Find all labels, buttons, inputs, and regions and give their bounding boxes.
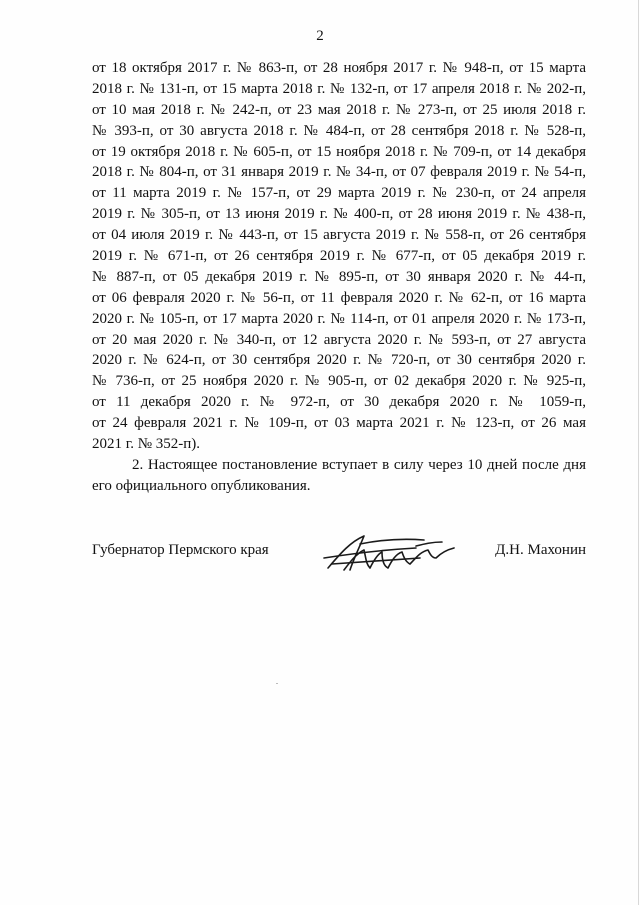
text-line: 2018 г. № 804-п, от 31 января 2019 г. № 34-п, от 07 февраля 2019 г. № 54-п, <box>92 164 586 181</box>
text-line: от 19 октября 2018 г. № 605-п, от 15 ноября 2018 г. № 709-п, от 14 декабря <box>92 143 586 160</box>
text-line: его официального опубликования. <box>92 477 311 494</box>
paragraph-amendments-list <box>92 58 586 455</box>
text-line: 2020 г. № 105-п, от 17 марта 2020 г. № 114-п, от 01 апреля 2020 г. № 173-п, <box>92 310 586 327</box>
text-line: 2019 г. № 671-п, от 26 сентября 2019 г. № 677-п, от 05 декабря 2019 г. <box>92 248 586 265</box>
text-line: от 18 октября 2017 г. № 863-п, от 28 ноября 2017 г. № 948-п, от 15 марта <box>92 60 586 76</box>
scan-speck <box>276 683 278 684</box>
page-edge <box>638 0 639 905</box>
text-line: 2019 г. № 305-п, от 13 июня 2019 г. № 400-п, от 28 июня 2019 г. № 438-п, <box>92 206 586 223</box>
text-line: № 393-п, от 30 августа 2018 г. № 484-п, от 28 сентября 2018 г. № 528-п, <box>92 122 586 139</box>
text-line: от 11 марта 2019 г. № 157-п, от 29 марта 2019 г. № 230-п, от 24 апреля <box>92 185 586 202</box>
text-line: 2021 г. № 352-п). <box>92 436 201 453</box>
text-line: 2. Настоящее постановление вступает в силу через 10 дней после дня <box>132 456 586 473</box>
handwritten-signature <box>320 524 460 580</box>
document-body <box>92 58 586 497</box>
page-number: 2 <box>316 28 324 44</box>
paragraph-effective-date <box>92 455 586 497</box>
signatory-name: Д.Н. Махонин <box>495 542 586 558</box>
text-line: от 11 декабря 2020 г. № 972-п, от 30 декабря 2020 г. № 1059-п, <box>92 394 586 411</box>
text-line: № 887-п, от 05 декабря 2019 г. № 895-п, от 30 января 2020 г. № 44-п, <box>92 268 586 285</box>
signatory-title: Губернатор Пермского края <box>92 542 269 558</box>
text-line: от 10 мая 2018 г. № 242-п, от 23 мая 2018 г. № 273-п, от 25 июля 2018 г. <box>92 101 586 118</box>
text-line: от 04 июля 2019 г. № 443-п, от 15 августа 2019 г. № 558-п, от 26 сентября <box>92 227 586 244</box>
text-line: от 24 февраля 2021 г. № 109-п, от 03 марта 2021 г. № 123-п, от 26 мая <box>92 415 586 432</box>
text-line: от 06 февраля 2020 г. № 56-п, от 11 февраля 2020 г. № 62-п, от 16 марта <box>92 289 586 306</box>
text-line: от 20 мая 2020 г. № 340-п, от 12 августа 2020 г. № 593-п, от 27 августа <box>92 331 586 348</box>
text-line: 2020 г. № 624-п, от 30 сентября 2020 г. № 720-п, от 30 сентября 2020 г. <box>92 352 586 369</box>
signature-block <box>92 540 586 580</box>
text-line: № 736-п, от 25 ноября 2020 г. № 905-п, от 02 декабря 2020 г. № 925-п, <box>92 373 586 390</box>
text-line: 2018 г. № 131-п, от 15 марта 2018 г. № 132-п, от 17 апреля 2018 г. № 202-п, <box>92 80 586 97</box>
